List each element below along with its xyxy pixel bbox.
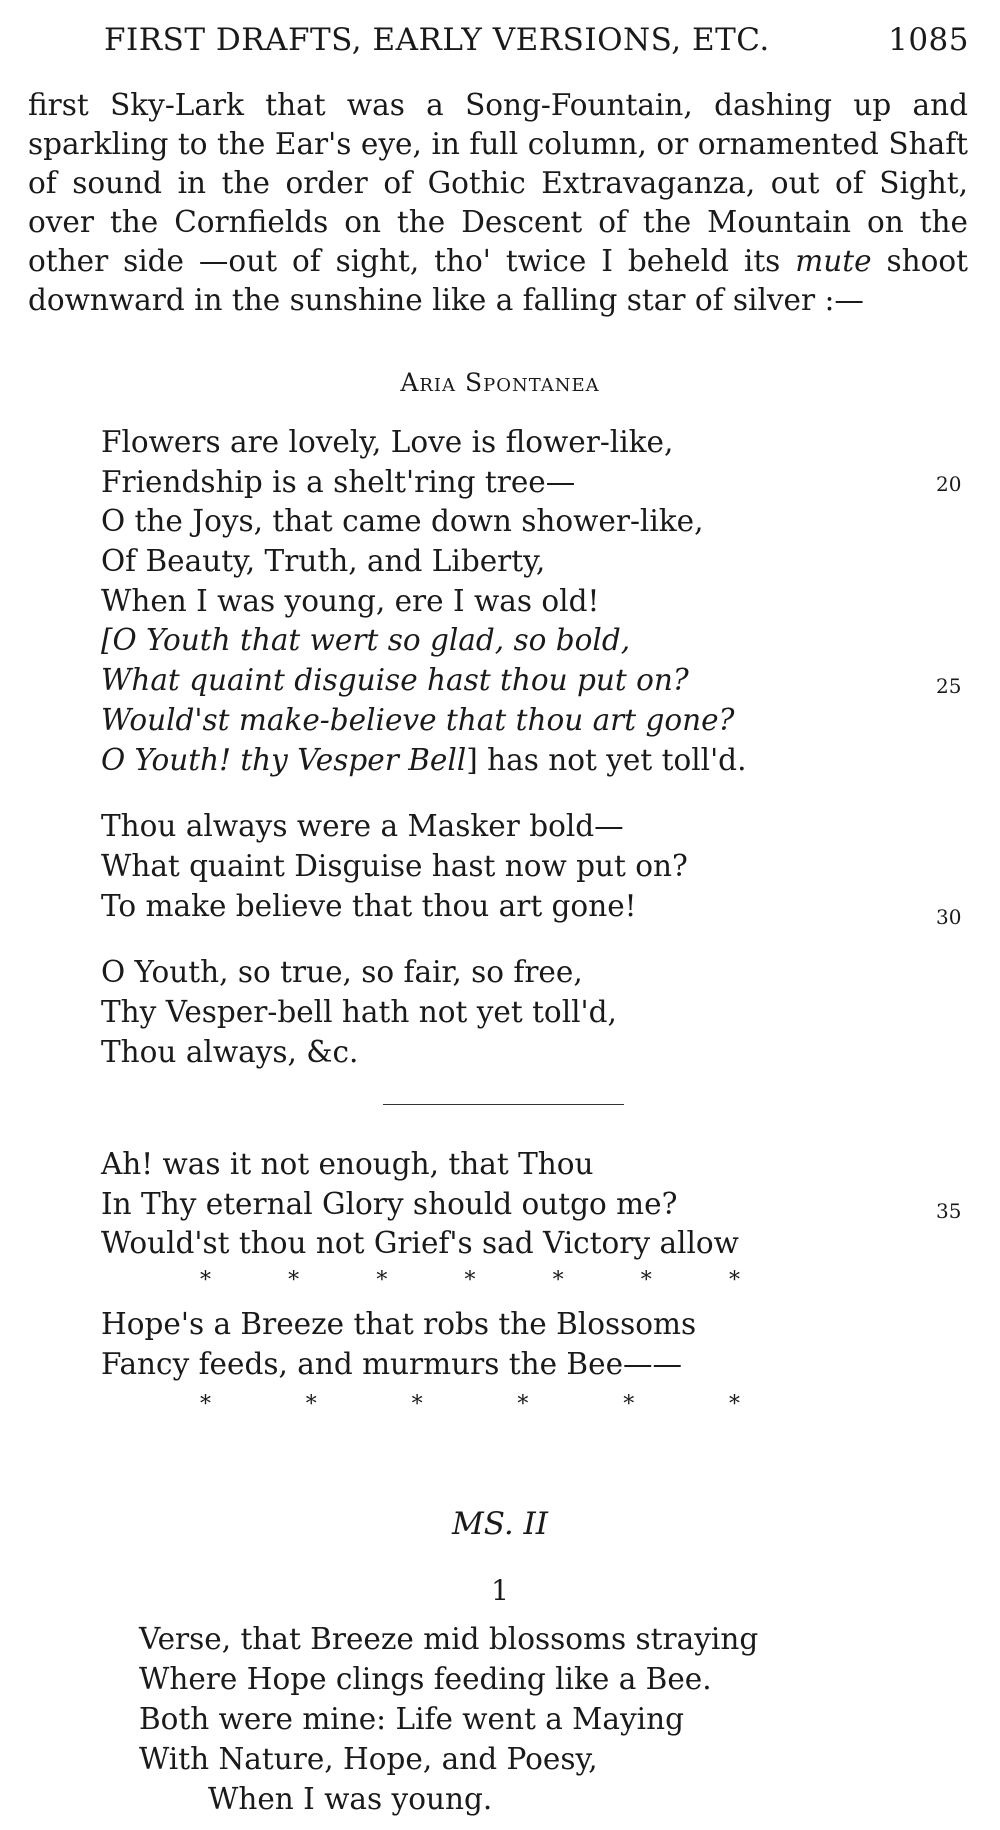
poem-line: Flowers are lovely, Love is flower-like, [101,425,674,459]
poem-line: Ah! was it not enough, that Thou [101,1147,594,1181]
poem-line-roman-part: ] has not yet toll'd. [466,742,747,777]
poem-line: When I was young. [208,1782,493,1816]
poem-line: Where Hope clings feeding like a Bee. [139,1662,712,1696]
asterisk: * [288,1268,300,1293]
poem-line: O the Joys, that came down shower-like, [101,504,704,539]
aria-heading [0,368,1000,397]
prose-paragraph [28,86,968,320]
asterisk: * [728,1392,740,1417]
asterisk: * [464,1268,476,1293]
asterisk: * [552,1268,564,1293]
line-number: 20 [936,472,962,496]
poem-line: What quaint Disguise hast now put on? [101,848,688,883]
poem-line: Verse, that Breeze mid blossoms straying [139,1622,759,1656]
asterisk-row [200,1268,740,1293]
section-rule [383,1104,624,1105]
asterisk: * [623,1392,635,1417]
asterisk: * [200,1392,211,1417]
poem-line-mixed [101,741,861,781]
poem-line: Of Beauty, Truth, and Liberty, [101,544,546,579]
ms-heading: MS. II [451,1506,549,1542]
line-number: 25 [936,674,962,698]
running-head-title: FIRST DRAFTS, EARLY VERSIONS, ETC. [104,22,770,58]
poem-line-bracketed: Would'st make-believe that thou art gone? [101,702,735,737]
poem-line: Thou always, &c. [101,1034,359,1069]
poem-line-italic-part: O Youth! thy Vesper Bell [101,742,467,777]
ms2-poem [139,1619,899,1819]
poem-line: O Youth, so true, so fair, so free, [101,955,583,990]
poem-line: Both were mine: Life went a Maying [139,1702,684,1736]
poem-line: In Thy eternal Glory should outgo me? [101,1186,678,1221]
poem-line: Thy Vesper-bell hath not yet toll'd, [101,994,617,1029]
aria-poem [101,423,861,1072]
line-number: 35 [936,1199,962,1223]
poem-line: Hope's a Breeze that robs the Blossoms [101,1307,697,1341]
asterisk: * [200,1268,211,1293]
prose-emphasis: mute [795,244,872,278]
asterisk: * [411,1392,423,1417]
asterisk: * [517,1392,529,1417]
poem-line-bracketed: [O Youth that wert so glad, so bold, [101,623,631,658]
poem-line-bracketed: What quaint disguise hast thou put on? [101,663,689,698]
poem-line: Thou always were a Masker bold— [101,809,624,844]
asterisk: * [305,1392,317,1417]
ms-section-number: 1 [491,1574,509,1607]
page-number: 1085 [888,22,969,58]
aria-heading-text: Aria Spontanea [400,368,600,397]
poem-line: Fancy feeds, and murmurs the Bee—— [101,1346,683,1381]
line-number: 30 [936,905,962,929]
prose-text-end: shoot downward in the sunshine like a falling star of silver :— [28,244,968,317]
poem-line: To make believe that thou art gone! [101,888,637,923]
asterisk: * [640,1268,652,1293]
asterisk: * [728,1268,740,1293]
aria-poem-continued [101,1145,861,1264]
asterisk-row [200,1392,740,1417]
poem-line: When I was young, ere I was old! [101,583,600,618]
aria-poem-fragment [101,1305,861,1384]
asterisk: * [376,1268,388,1293]
poem-line: Friendship is a shelt'ring tree— [101,464,576,499]
poem-line: With Nature, Hope, and Poesy, [139,1742,598,1776]
prose-text-start: first Sky-Lark that was a Song-Fountain, dashing up and sparkling to the Ear's eye, in full column, or ornamented Shaft of sound in the order of Gothic Extravaganza, out of Sight, over the Cornfields on the Descent of the Mountain on the other side —out of sight, tho' twice I beheld its [28,88,968,278]
poem-line: Would'st thou not Grief's sad Victory allow [101,1226,739,1261]
